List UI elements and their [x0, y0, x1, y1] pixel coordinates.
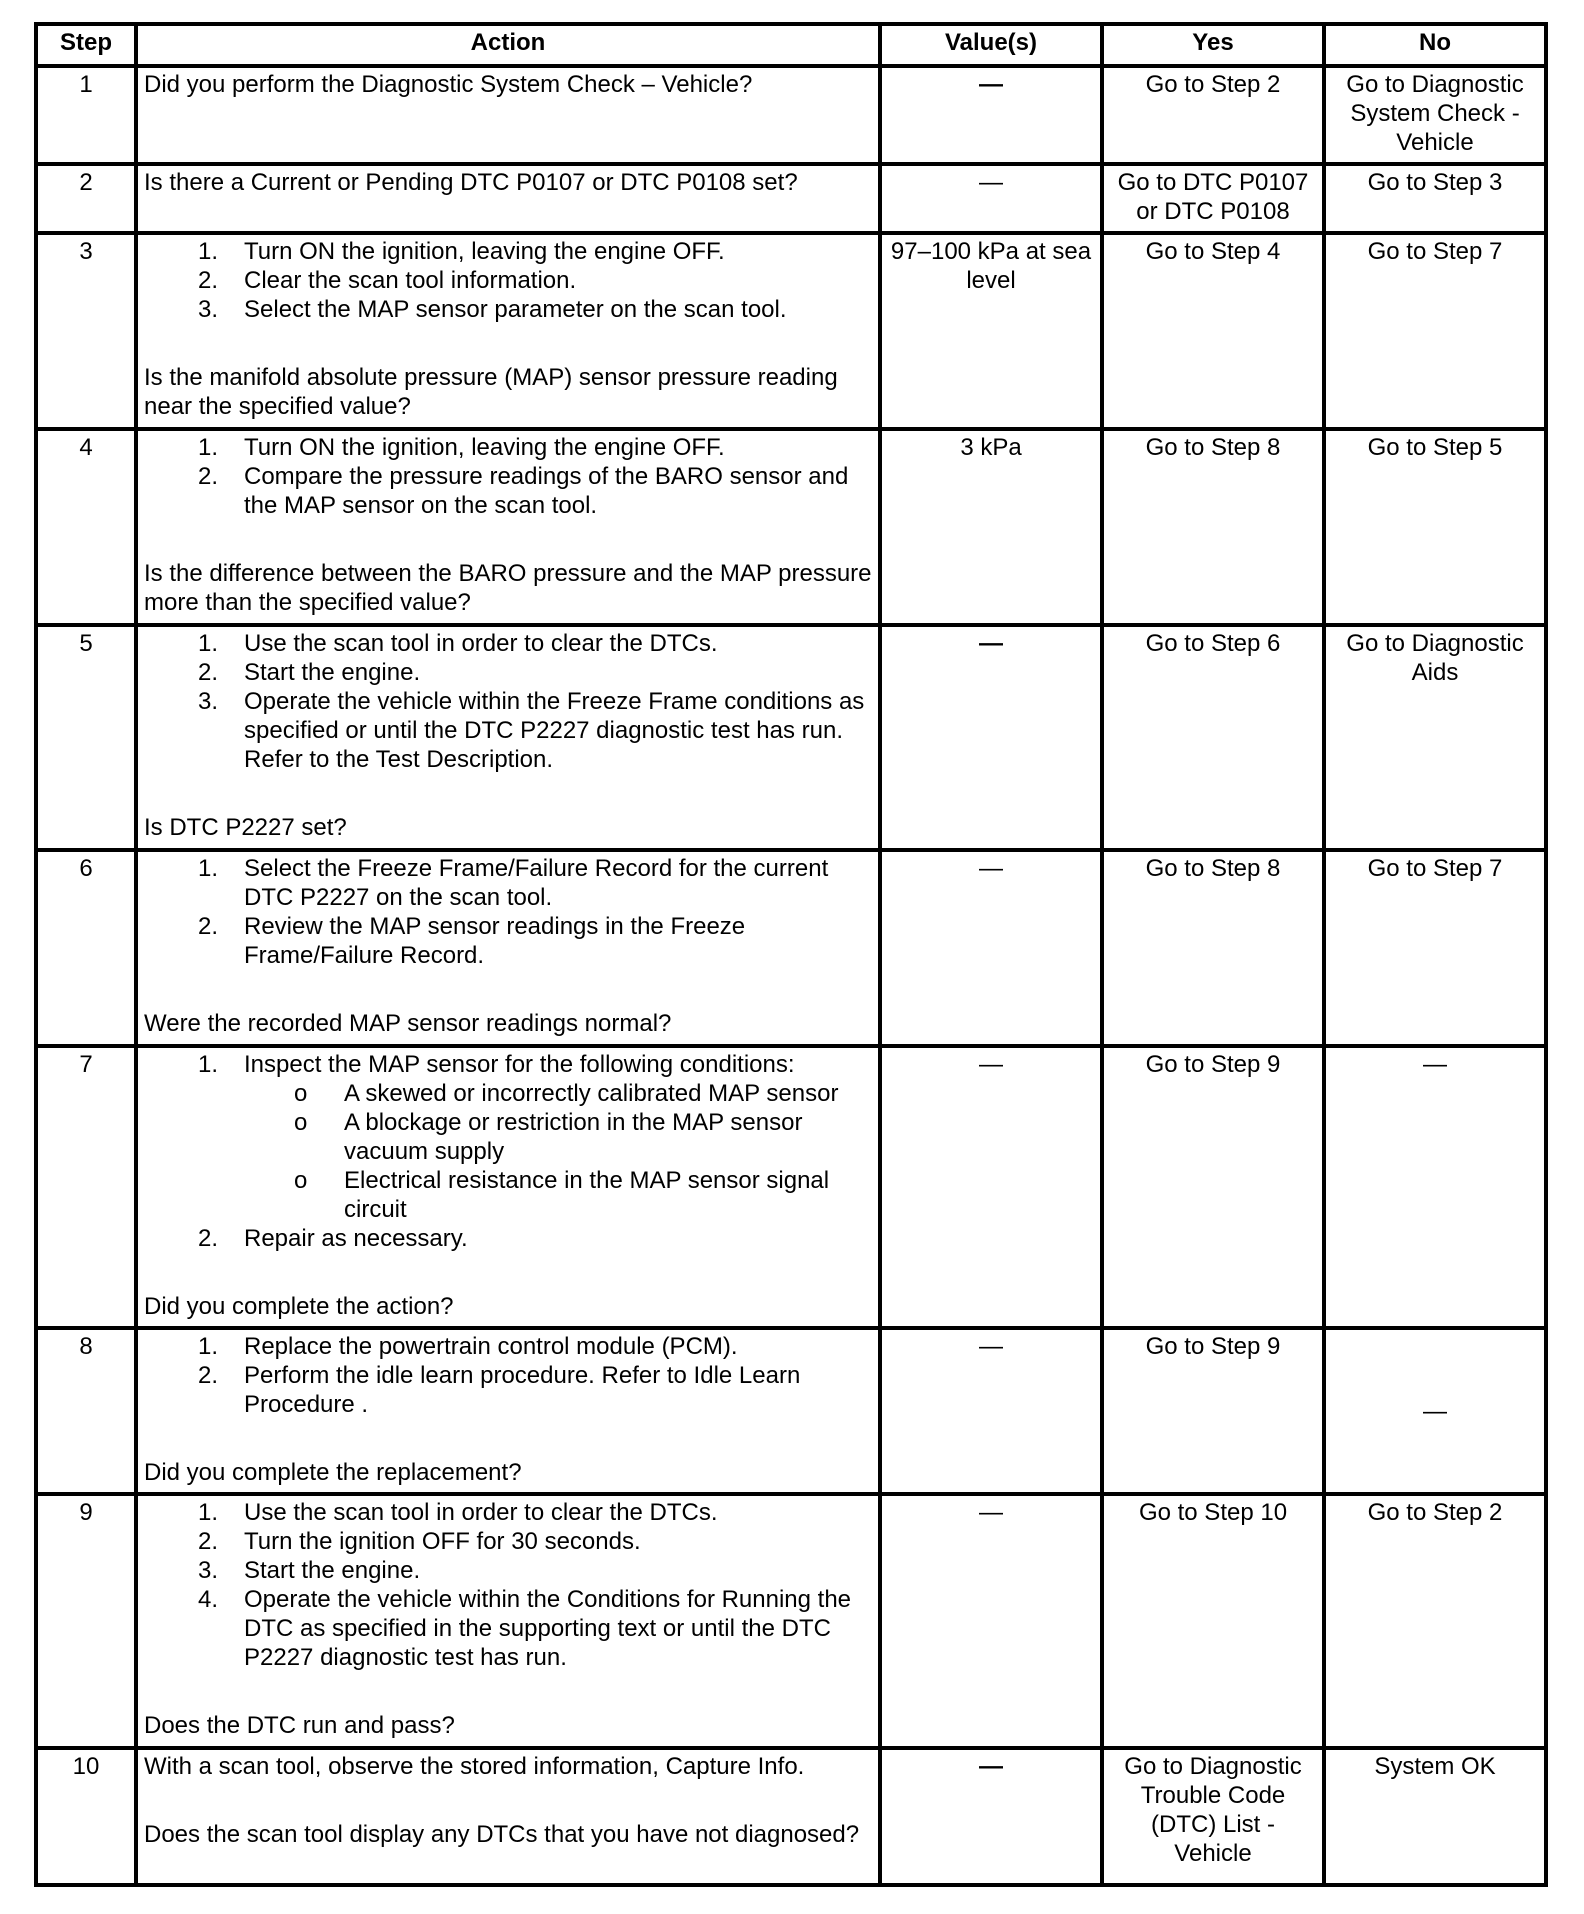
- action-steps: [144, 1498, 872, 1672]
- action-steps: [144, 237, 872, 324]
- item-text: Review the MAP sensor readings in the Freeze Frame/Failure Record.: [244, 913, 746, 969]
- item-text: Operate the vehicle within the Conditions for Running the DTC as specified in the supporting text or until the DTC P2227 diagnostic test has run.: [244, 1586, 852, 1671]
- yes-cell: Go to Step 8: [1102, 850, 1324, 1046]
- yes-cell: Go to Step 4: [1102, 233, 1324, 429]
- item-number: 3.: [198, 688, 219, 715]
- no-cell: Go to Step 7: [1324, 850, 1546, 1046]
- value-cell: —: [880, 1046, 1102, 1328]
- action-cell: [136, 1328, 880, 1494]
- action-cell: [136, 850, 880, 1046]
- step-number: 7: [36, 1046, 136, 1328]
- action-cell: [136, 625, 880, 850]
- item-text: Start the engine.: [244, 1557, 421, 1584]
- no-cell: —: [1324, 1046, 1546, 1328]
- list-item: [144, 1224, 872, 1253]
- yes-cell: Go to Step 8: [1102, 429, 1324, 625]
- header-step: Step: [36, 24, 136, 66]
- sub-item: [144, 1079, 872, 1108]
- item-text: Replace the powertrain control module (PCM).: [244, 1333, 738, 1360]
- item-number: 4.: [198, 1586, 219, 1613]
- value-cell: —: [880, 164, 1102, 233]
- sub-item-text: A blockage or restriction in the MAP sensor vacuum supply: [344, 1109, 803, 1165]
- bullet-marker: o: [294, 1080, 308, 1107]
- action-question: Were the recorded MAP sensor readings normal?: [144, 1010, 672, 1037]
- value-cell: 3 kPa: [880, 429, 1102, 625]
- item-number: 2.: [198, 1362, 219, 1389]
- item-text: Turn ON the ignition, leaving the engine OFF.: [244, 238, 725, 265]
- step-number: 1: [36, 66, 136, 164]
- no-cell: Go to Step 5: [1324, 429, 1546, 625]
- header-action: Action: [136, 24, 880, 66]
- no-cell: Go to Step 7: [1324, 233, 1546, 429]
- action-cell: [136, 429, 880, 625]
- item-number: 1.: [198, 434, 219, 461]
- list-item: [144, 854, 872, 912]
- action-question: Is DTC P2227 set?: [144, 814, 347, 841]
- action-cell: [136, 1494, 880, 1748]
- yes-cell: Go to Step 9: [1102, 1328, 1324, 1494]
- value-cell: —: [880, 1748, 1102, 1885]
- action-text: Is there a Current or Pending DTC P0107 or DTC P0108 set?: [144, 169, 798, 196]
- item-text: Turn the ignition OFF for 30 seconds.: [244, 1528, 641, 1555]
- item-number: 3.: [198, 296, 219, 323]
- step-number: 8: [36, 1328, 136, 1494]
- step-number: 3: [36, 233, 136, 429]
- no-cell: Go to Step 2: [1324, 1494, 1546, 1748]
- no-cell: Go to Diagnostic Aids: [1324, 625, 1546, 850]
- no-cell: —: [1324, 1328, 1546, 1494]
- item-number: 3.: [198, 1557, 219, 1584]
- list-item: [144, 629, 872, 658]
- list-item: [144, 237, 872, 266]
- value-cell: —: [880, 1328, 1102, 1494]
- action-question: Is the manifold absolute pressure (MAP) sensor pressure reading near the specified value?: [144, 364, 838, 420]
- header-yes: Yes: [1102, 24, 1324, 66]
- action-cell: [136, 1748, 880, 1885]
- table-row: [36, 233, 1546, 429]
- action-text: Did you perform the Diagnostic System Check – Vehicle?: [144, 71, 753, 98]
- action-question: Does the scan tool display any DTCs that you have not diagnosed?: [144, 1821, 860, 1848]
- yes-cell: Go to Step 6: [1102, 625, 1324, 850]
- table-row: [36, 850, 1546, 1046]
- no-cell: Go to Step 3: [1324, 164, 1546, 233]
- value-cell: —: [880, 1494, 1102, 1748]
- no-cell: System OK: [1324, 1748, 1546, 1885]
- list-item: [144, 687, 872, 774]
- list-item: [144, 1498, 872, 1527]
- yes-cell: Go to Step 10: [1102, 1494, 1324, 1748]
- action-steps: [144, 854, 872, 970]
- table-row: [36, 625, 1546, 850]
- action-question: Does the DTC run and pass?: [144, 1712, 455, 1739]
- yes-cell: Go to Step 2: [1102, 66, 1324, 164]
- item-number: 2.: [198, 463, 219, 490]
- list-item: [144, 462, 872, 520]
- item-number: 1.: [198, 1333, 219, 1360]
- list-item: [144, 1556, 872, 1585]
- list-item: [144, 1585, 872, 1672]
- sub-item-text: Electrical resistance in the MAP sensor signal circuit: [344, 1167, 830, 1223]
- header-values: Value(s): [880, 24, 1102, 66]
- item-text: Repair as necessary.: [244, 1225, 468, 1252]
- item-text: Start the engine.: [244, 659, 421, 686]
- step-number: 10: [36, 1748, 136, 1885]
- list-item: [144, 658, 872, 687]
- step-number: 9: [36, 1494, 136, 1748]
- step-number: 6: [36, 850, 136, 1046]
- action-question: Did you complete the action?: [144, 1293, 454, 1320]
- step-number: 2: [36, 164, 136, 233]
- value-cell: —: [880, 850, 1102, 1046]
- table-row: [36, 1328, 1546, 1494]
- diagnostic-table: [34, 22, 1548, 1887]
- sub-item: [144, 1166, 872, 1224]
- action-question: Is the difference between the BARO pressure and the MAP pressure more than the specified value?: [144, 560, 872, 616]
- bullet-marker: o: [294, 1109, 308, 1136]
- item-number: 1.: [198, 238, 219, 265]
- sub-list: [244, 1079, 872, 1224]
- item-text: Use the scan tool in order to clear the DTCs.: [244, 1499, 718, 1526]
- item-text: Turn ON the ignition, leaving the engine OFF.: [244, 434, 725, 461]
- item-text: Perform the idle learn procedure. Refer to Idle Learn Procedure .: [244, 1362, 801, 1418]
- item-text: Select the Freeze Frame/Failure Record for the current DTC P2227 on the scan tool.: [244, 855, 829, 911]
- list-item: [144, 1361, 872, 1419]
- table-row: [36, 1748, 1546, 1885]
- table-row: [36, 66, 1546, 164]
- item-number: 1.: [198, 630, 219, 657]
- item-text: Compare the pressure readings of the BARO sensor and the MAP sensor on the scan tool.: [244, 463, 849, 519]
- action-cell: [136, 66, 880, 164]
- item-text: Use the scan tool in order to clear the DTCs.: [244, 630, 718, 657]
- step-number: 4: [36, 429, 136, 625]
- action-steps: [144, 629, 872, 774]
- item-number: 2.: [198, 659, 219, 686]
- item-number: 1.: [198, 855, 219, 882]
- list-item: [144, 912, 872, 970]
- table-row: [36, 1494, 1546, 1748]
- sub-item: [144, 1108, 872, 1166]
- item-number: 2.: [198, 267, 219, 294]
- action-question: Did you complete the replacement?: [144, 1459, 522, 1486]
- item-text: Select the MAP sensor parameter on the scan tool.: [244, 296, 787, 323]
- action-steps: [144, 433, 872, 520]
- header-row: [36, 24, 1546, 66]
- item-number: 2.: [198, 1225, 219, 1252]
- item-number: 2.: [198, 1528, 219, 1555]
- value-cell: —: [880, 66, 1102, 164]
- table-row: [36, 164, 1546, 233]
- table-row: [36, 429, 1546, 625]
- value-cell: 97–100 kPa at sea level: [880, 233, 1102, 429]
- list-item: [144, 1527, 872, 1556]
- table-row: [36, 1046, 1546, 1328]
- action-cell: [136, 233, 880, 429]
- list-item: [144, 1332, 872, 1361]
- action-steps: [144, 1050, 872, 1253]
- item-text: Operate the vehicle within the Freeze Frame conditions as specified or until the DTC P2227 diagnostic test has run. Refer to the Test Description.: [244, 688, 865, 773]
- yes-cell: Go to Step 9: [1102, 1046, 1324, 1328]
- sub-item-text: A skewed or incorrectly calibrated MAP sensor: [344, 1080, 839, 1107]
- bullet-marker: o: [294, 1167, 308, 1194]
- list-item: [144, 295, 872, 324]
- yes-cell: Go to DTC P0107 or DTC P0108: [1102, 164, 1324, 233]
- item-number: 2.: [198, 913, 219, 940]
- item-number: 1.: [198, 1499, 219, 1526]
- list-item: [144, 1050, 872, 1224]
- action-text: With a scan tool, observe the stored information, Capture Info.: [144, 1753, 805, 1780]
- no-cell: Go to Diagnostic System Check - Vehicle: [1324, 66, 1546, 164]
- item-text: Clear the scan tool information.: [244, 267, 577, 294]
- item-text: Inspect the MAP sensor for the following conditions:: [244, 1051, 795, 1078]
- item-number: 1.: [198, 1051, 219, 1078]
- list-item: [144, 433, 872, 462]
- yes-cell: Go to Diagnostic Trouble Code (DTC) List - Vehicle: [1102, 1748, 1324, 1885]
- header-no: No: [1324, 24, 1546, 66]
- action-cell: [136, 1046, 880, 1328]
- step-number: 5: [36, 625, 136, 850]
- action-steps: [144, 1332, 872, 1419]
- list-item: [144, 266, 872, 295]
- action-cell: [136, 164, 880, 233]
- value-cell: —: [880, 625, 1102, 850]
